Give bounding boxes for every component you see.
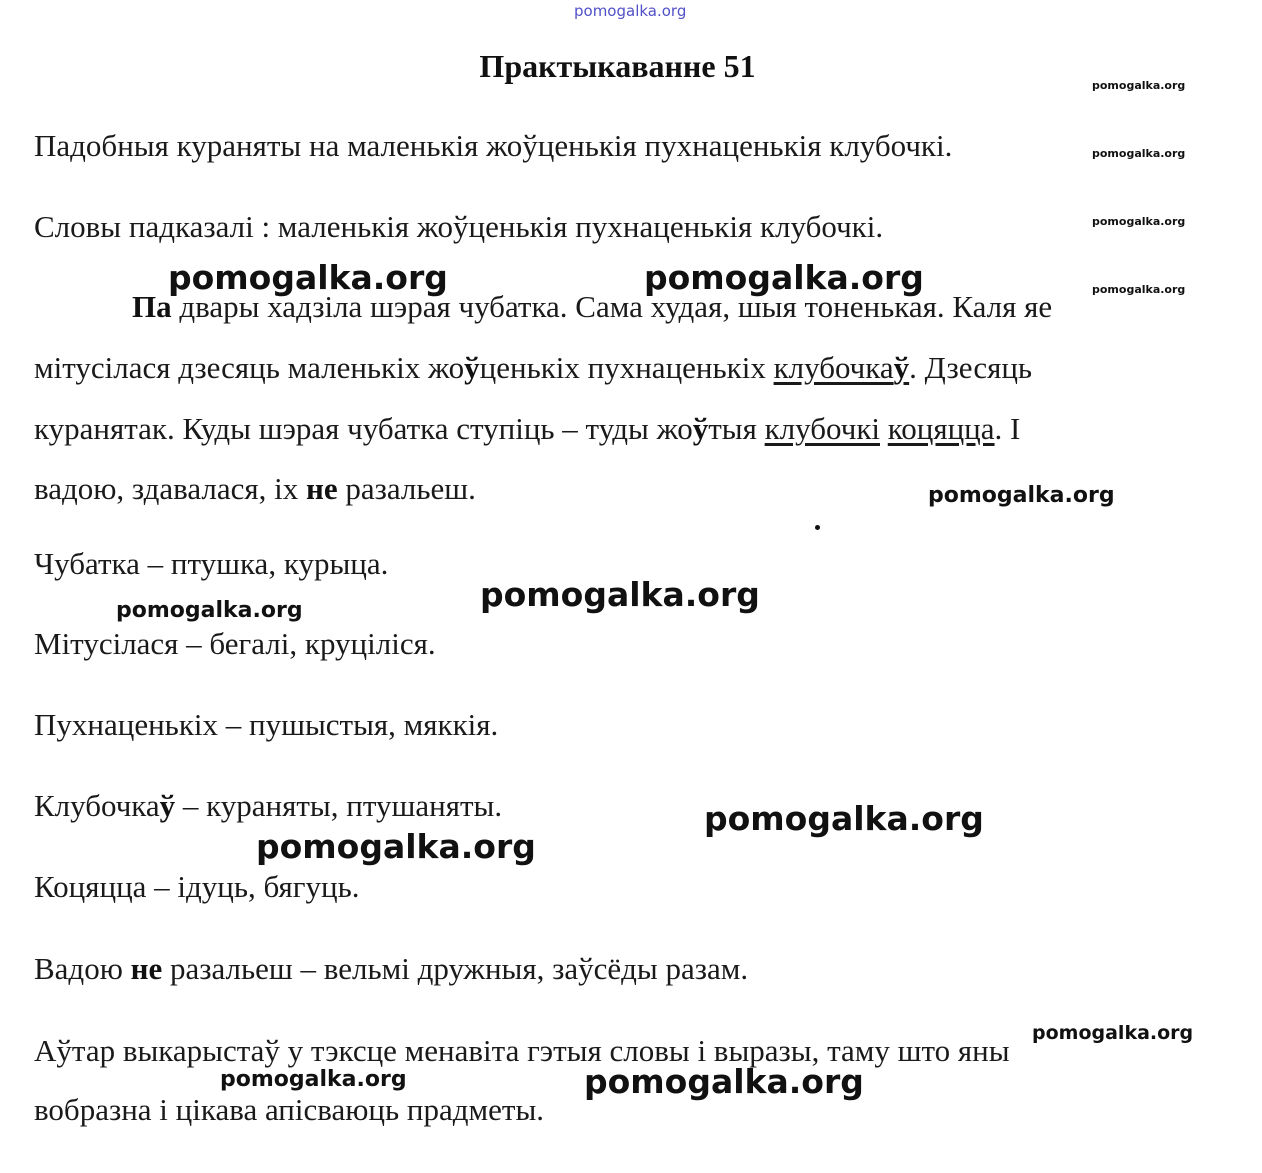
watermark: pomogalka.org <box>1092 79 1186 92</box>
definition-line: Вадою не разальеш – вельмі дружныя, заўсёды разам. <box>34 951 749 986</box>
underlined-word: клубочкі <box>764 411 880 446</box>
text-span: двары хадзіла шэрая чубатка. Сама худая, шыя тоненькая. Каля яе <box>171 289 1053 324</box>
watermark-top: pomogalka.org <box>574 2 687 20</box>
page-title: Практыкаванне 51 <box>479 48 756 84</box>
definition-line: Мітусілася – бегалі, круціліся. <box>34 626 436 661</box>
watermark: pomogalka.org <box>1092 147 1186 160</box>
text-span: . І <box>994 411 1021 446</box>
text-span: вадою, здавалася, іх <box>34 471 307 506</box>
text-span: тыя <box>708 411 765 446</box>
watermark: pomogalka.org <box>480 575 760 614</box>
definition-line: Чубатка – птушка, курыца. <box>34 546 389 581</box>
definition-line: Пухнаценькіх – пушыстыя, мяккія. <box>34 707 499 742</box>
watermark: pomogalka.org <box>168 258 448 297</box>
watermark: pomogalka.org <box>220 1067 407 1092</box>
answer-line: Падобныя кураняты на маленькія жоўценькія пухнаценькія клубочкі. <box>34 128 953 163</box>
text-span: разальеш. <box>337 471 476 506</box>
conclusion-line: Аўтар выкарыстаў у тэксце менавіта гэтыя словы і выразы, таму што яны <box>34 1033 1010 1068</box>
text-span: куранятак. Куды шэрая чубатка ступіць – туды жо <box>34 411 693 446</box>
watermark: pomogalka.org <box>1092 283 1186 296</box>
bold-word: не <box>130 951 163 986</box>
bold-letter: ў <box>464 350 480 385</box>
answer-line: Словы падказалі : маленькія жоўценькія пухнаценькія клубочкі. <box>34 209 884 244</box>
text-span: мітусілася дзесяць маленькіх жо <box>34 350 465 385</box>
bold-word: не <box>306 471 338 506</box>
definition-line: Коцяцца – ідуць, бягуць. <box>34 869 360 904</box>
watermark: pomogalka.org <box>928 483 1115 508</box>
watermark: pomogalka.org <box>116 598 303 623</box>
paragraph-line <box>34 350 1032 386</box>
stray-dot <box>815 525 820 530</box>
definition-line: Клубочкаў – кураняты, птушаняты. <box>34 788 503 823</box>
watermark: pomogalka.org <box>704 799 984 838</box>
paragraph-line <box>34 411 1020 447</box>
text-span: . Дзесяць <box>909 350 1033 385</box>
conclusion-line: вобразна і цікава апісваюць прадметы. <box>34 1092 545 1127</box>
bold-letter: ў <box>692 411 709 446</box>
underlined-word: коцяцца <box>887 411 995 446</box>
watermark: pomogalka.org <box>256 827 536 866</box>
watermark: pomogalka.org <box>644 258 924 297</box>
underlined-word: клубочкаў <box>773 350 910 385</box>
watermark: pomogalka.org <box>584 1062 864 1101</box>
bold-word: Па <box>132 289 172 324</box>
text-span: ценькіх пухнаценькіх <box>479 350 774 385</box>
bold-letter: ў <box>159 788 176 823</box>
watermark: pomogalka.org <box>1092 215 1186 228</box>
watermark: pomogalka.org <box>1032 1022 1194 1044</box>
paragraph-line <box>34 471 476 507</box>
